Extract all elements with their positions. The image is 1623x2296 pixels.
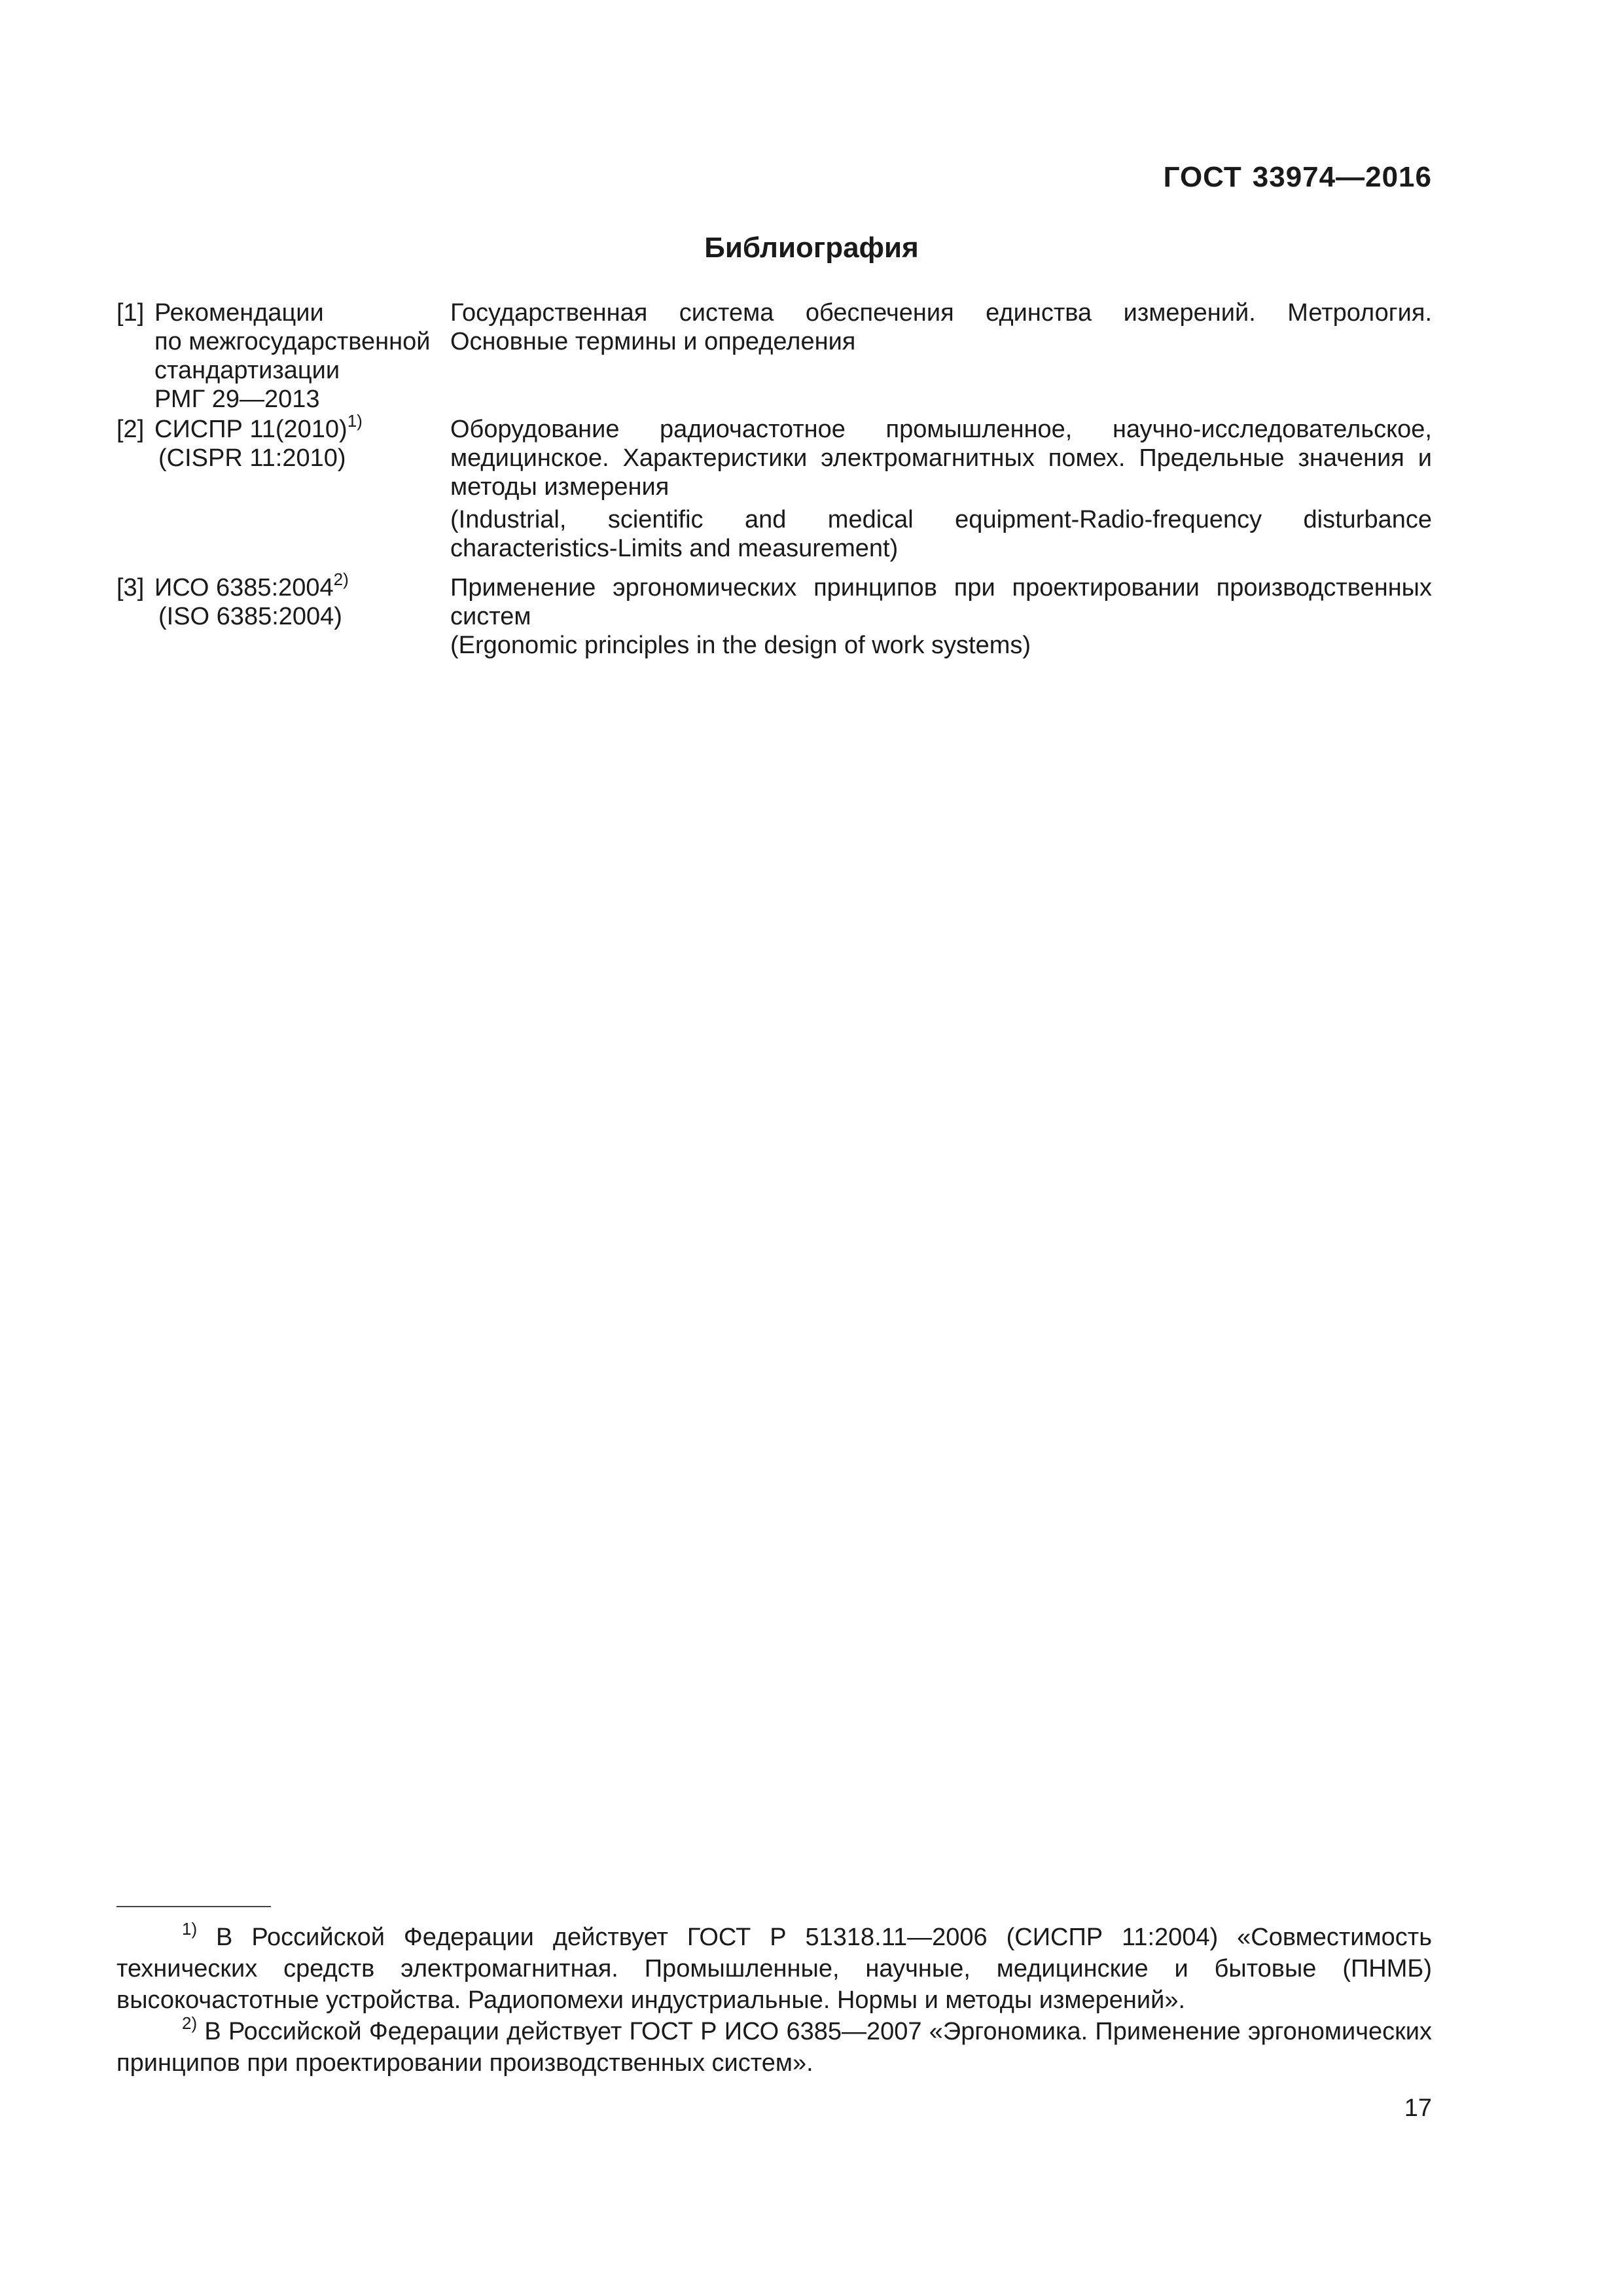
reference-line xyxy=(154,569,450,602)
description-text-english: (Industrial, scientific and medical equipment-Radio-frequency disturbance characteristics-Limits and measurement) xyxy=(450,506,1432,562)
footnote-mark: 2) xyxy=(182,2013,198,2034)
description-text-english: (Ergonomic principles in the design of work systems) xyxy=(450,632,1031,659)
bibliography-description xyxy=(450,298,1432,356)
page-number: 17 xyxy=(1404,2094,1432,2122)
footnote xyxy=(116,1919,1432,2016)
bibliography-entry xyxy=(116,298,1432,414)
reference-code: ИСО 6385:2004 xyxy=(154,574,334,601)
page-title: Библиография xyxy=(704,232,919,264)
bibliography-description xyxy=(450,573,1432,660)
footnote-text: В Российской Федерации действует ГОСТ Р ИСО 6385—2007 «Эргономика. Применение эргономических принципов при проектировании производственных систем». xyxy=(116,2018,1432,2077)
footnote xyxy=(116,2013,1432,2079)
reference-line: Рекомендации xyxy=(154,299,324,327)
document-code-number: 33974—2016 xyxy=(1252,161,1432,193)
reference-line: (ISO 6385:2004) xyxy=(158,603,342,630)
footnote-marker: 1) xyxy=(347,411,363,431)
footnote-marker: 2) xyxy=(333,569,349,590)
bibliography-reference xyxy=(116,569,450,631)
bibliography-reference xyxy=(116,298,450,414)
reference-line: РМГ 29—2013 xyxy=(154,386,320,413)
document-code-prefix: ГОСТ xyxy=(1163,161,1242,193)
bibliography-reference xyxy=(116,411,450,473)
footnote-text: В Российской Федерации действует ГОСТ Р 51318.11—2006 (СИСПР 11:2004) «Совместимость технических средств электромагнитная. Промышленные, научные, медицинские и бытовые (ПНМБ) высокочастотные устройства. Радиопомехи индустриальные. Нормы и методы измерений». xyxy=(116,1924,1432,2014)
bibliography-entry xyxy=(116,569,1432,660)
reference-line: по межгосударственной xyxy=(154,328,431,355)
footnotes xyxy=(116,1919,1432,2079)
description-text: Применение эргономических принципов при проектировании производственных систем xyxy=(450,574,1432,630)
bibliography-list xyxy=(116,298,1432,660)
footnote-separator xyxy=(116,1906,271,1907)
document-code xyxy=(1164,161,1432,194)
footnote-mark: 1) xyxy=(182,1919,198,1939)
reference-code: СИСПР 11(2010) xyxy=(154,416,348,443)
entry-number: [2] xyxy=(116,416,145,443)
reference-line: стандартизации xyxy=(154,357,340,384)
entry-number: [1] xyxy=(116,299,145,327)
description-text: Государственная система обеспечения единства измерений. Метрология. Основные термины и определения xyxy=(450,299,1432,355)
entry-number: [3] xyxy=(116,574,145,601)
bibliography-entry xyxy=(116,411,1432,563)
reference-line: (CISPR 11:2010) xyxy=(158,444,346,472)
reference-line xyxy=(154,411,450,444)
bibliography-description xyxy=(450,415,1432,563)
description-text: Оборудование радиочастотное промышленное, научно-исследовательское, медицинское. Характеристики электромагнитных помех. Предельные значения и методы измерения xyxy=(450,416,1432,501)
